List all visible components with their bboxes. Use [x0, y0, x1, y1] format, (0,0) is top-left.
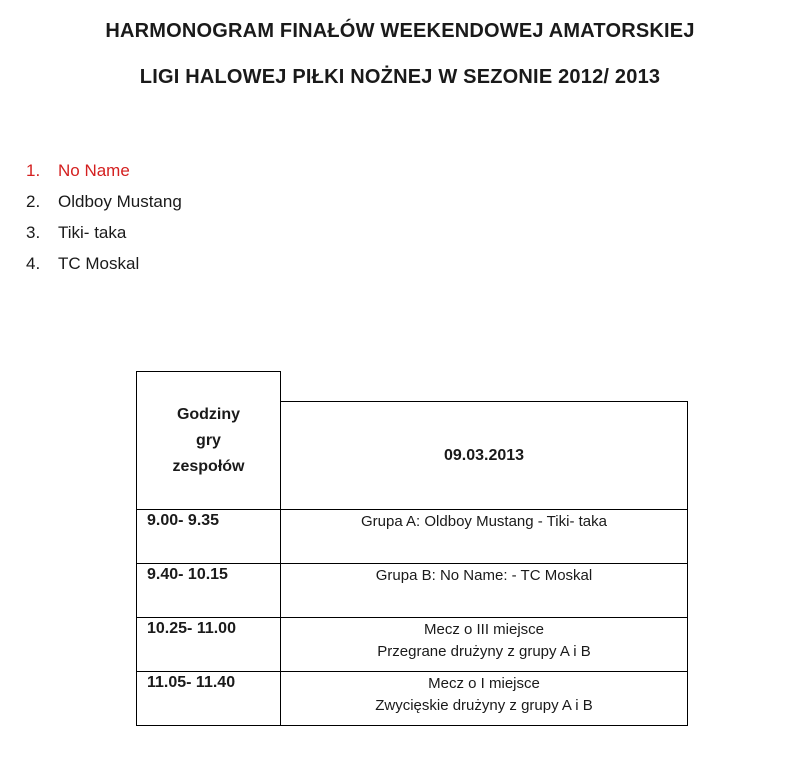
match-line: Zwycięskie drużyny z grupy A i B — [375, 697, 593, 714]
table-row-match — [280, 509, 688, 564]
match-line: Mecz o III miejsce — [423, 621, 545, 638]
header-time-cell — [136, 371, 281, 510]
match-line: Grupa B: No Name: - TC Moskal — [375, 567, 593, 584]
list-item-number: 1. — [26, 161, 41, 180]
table-row-time: 10.25- 11.00 — [136, 617, 281, 672]
team-list — [26, 158, 182, 282]
list-item — [26, 251, 182, 282]
header-date: 09.03.2013 — [443, 446, 525, 464]
header-time-line: Godziny — [176, 405, 241, 423]
table-row-match — [280, 671, 688, 726]
page-title-line-1: HARMONOGRAM FINAŁÓW WEEKENDOWEJ AMATORSKIEJ — [105, 20, 695, 42]
table-row-match — [280, 563, 688, 618]
list-item-name: No Name — [58, 161, 130, 180]
list-item — [26, 220, 182, 251]
list-item-name: Tiki- taka — [58, 223, 127, 242]
page-title-line-2: LIGI HALOWEJ PIŁKI NOŻNEJ W SEZONIE 2012/ 2013 — [139, 66, 661, 88]
table-row-time: 9.40- 10.15 — [136, 563, 281, 618]
header-time-line: gry — [196, 431, 221, 449]
match-line: Przegrane drużyny z grupy A i B — [377, 643, 591, 660]
list-item — [26, 158, 182, 189]
list-item-number: 3. — [26, 223, 41, 242]
list-item-number: 4. — [26, 254, 41, 273]
list-item-name: Oldboy Mustang — [58, 192, 182, 211]
match-line: Grupa A: Oldboy Mustang - Tiki- taka — [361, 513, 607, 530]
match-line: Mecz o I miejsce — [428, 675, 540, 692]
table-row-time: 9.00- 9.35 — [136, 509, 281, 564]
list-item — [26, 189, 182, 220]
header-date-cell — [280, 401, 688, 510]
header-time-line: zespołów — [172, 457, 245, 475]
list-item-number: 2. — [26, 192, 41, 211]
list-item-name: TC Moskal — [58, 254, 140, 273]
table-row-match — [280, 617, 688, 672]
table-row-time: 11.05- 11.40 — [136, 671, 281, 726]
